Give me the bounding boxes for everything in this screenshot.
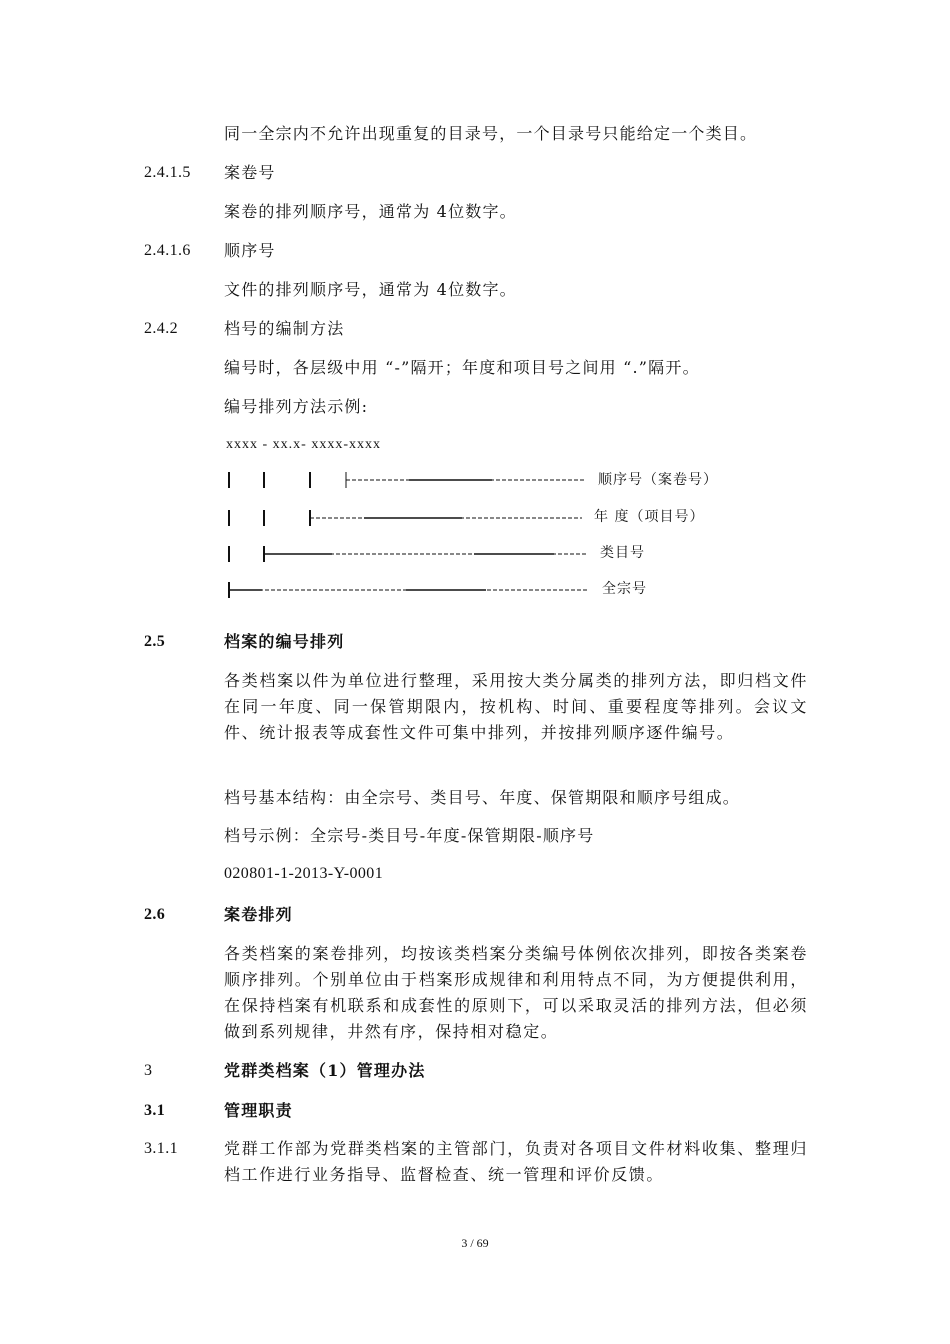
section-paragraph-3-1-1: 党群工作部为党群类档案的主管部门，负责对各项目文件材料收集、整理归档工作进行业务指导、监督检查、统一管理和评价反馈。 (224, 1139, 808, 1184)
archive-code-example: 档号示例：全宗号-类目号-年度-保管期限-顺序号 (224, 826, 595, 845)
section-title-3: 党群类档案（1）管理办法 (224, 1061, 426, 1080)
section-number-3: 3 (144, 1062, 153, 1079)
section-text-2-4-2-b: 编号排列方法示例: (224, 397, 369, 416)
section-text-2-4-1-5: 案卷的排列顺序号，通常为 4位数字。 (224, 202, 517, 221)
section-number-3-1: 3.1 (144, 1102, 166, 1119)
section-paragraph-2-5: 各类档案以件为单位进行整理，采用按大类分属类的排列方法，即归档文件在同一年度、同一保管期限内，按机构、时间、重要程度等排列。会议文件、统计报表等成套性文件可集中排列，并按排列顺序逐件编号。 (224, 671, 808, 742)
diagram-label-year: 年 度（项目号） (594, 509, 705, 525)
section-text-2-4-2-a: 编号时，各层级中用 “-”隔开；年度和项目号之间用 “.”隔开。 (224, 358, 700, 377)
section-number-2-4-1-5: 2.4.1.5 (144, 164, 191, 181)
section-title-2-4-1-5: 案卷号 (224, 163, 276, 182)
archive-code-diagram (224, 432, 744, 612)
section-number-2-5: 2.5 (144, 633, 166, 650)
section-title-3-1: 管理职责 (224, 1101, 293, 1120)
section-title-2-4-2: 档号的编制方法 (224, 319, 345, 338)
section-title-2-6: 案卷排列 (224, 905, 293, 924)
section-title-2-5: 档案的编号排列 (224, 632, 345, 651)
intro-line: 同一全宗内不允许出现重复的目录号，一个目录号只能给定一个类目。 (224, 124, 758, 143)
section-title-2-4-1-6: 顺序号 (224, 241, 276, 260)
section-number-2-6: 2.6 (144, 906, 166, 923)
archive-code-example-value: 020801-1-2013-Y-0001 (224, 865, 384, 882)
section-text-2-4-1-6: 文件的排列顺序号，通常为 4位数字。 (224, 280, 517, 299)
section-paragraph-2-6: 各类档案的案卷排列，均按该类档案分类编号体例依次排列，即按各类案卷顺序排列。个别单位由于档案形成规律和利用特点不同，为方便提供利用，在保持档案有机联系和成套性的原则下，可以采取灵活的排列方法，但必须做到系列规律，井然有序，保持相对稳定。 (224, 944, 808, 1041)
diagram-label-fonds: 全宗号 (602, 581, 647, 597)
diagram-label-category: 类目号 (600, 545, 645, 561)
section-number-3-1-1: 3.1.1 (144, 1140, 178, 1157)
section-number-2-4-1-6: 2.4.1.6 (144, 242, 191, 259)
diagram-label-sequence: 顺序号（案卷号） (598, 472, 718, 488)
diagram-code-line: xxxx - xx.x- xxxx-xxxx (226, 437, 381, 452)
page-number: 3 / 69 (461, 1236, 489, 1250)
section-number-2-4-2: 2.4.2 (144, 320, 178, 337)
archive-code-structure: 档号基本结构：由全宗号、类目号、年度、保管期限和顺序号组成。 (224, 788, 741, 807)
